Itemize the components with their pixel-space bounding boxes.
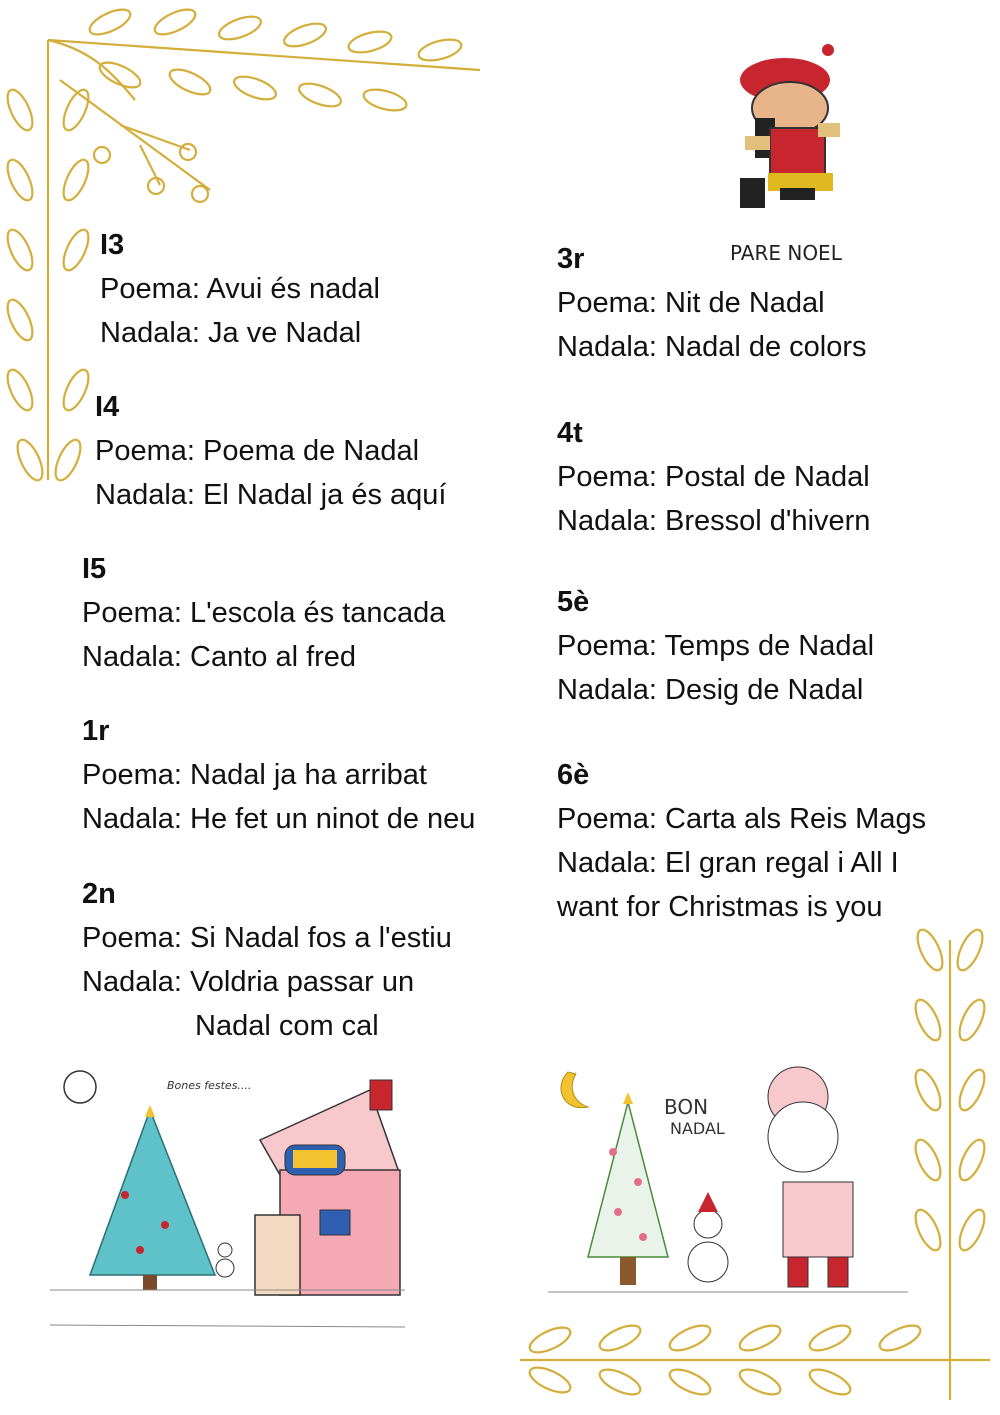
poema-line: Poema: Avui és nadal <box>100 273 380 305</box>
poema-line: Poema: Si Nadal fos a l'estiu <box>82 922 452 954</box>
grade-label: 5è <box>557 586 590 618</box>
santa-caption: PARE NOEL <box>730 241 842 265</box>
nadala-line: Nadala: Ja ve Nadal <box>100 317 362 349</box>
entry-3r <box>557 237 867 369</box>
grade-label: 6è <box>557 759 590 791</box>
entry-2n <box>82 872 452 1048</box>
poema-line: Poema: Carta als Reis Mags <box>557 803 927 835</box>
bon-nadal-santa-drawing <box>548 1062 908 1307</box>
grade-label: I3 <box>100 229 125 261</box>
bon-caption: BON <box>664 1095 709 1119</box>
grade-label: I5 <box>82 553 107 585</box>
nadala-line-continued: want for Christmas is you <box>557 891 883 923</box>
nadala-line: Nadala: Canto al fred <box>82 641 357 673</box>
poema-line: Poema: Poema de Nadal <box>95 435 420 467</box>
nadala-line: Nadala: Bressol d'hivern <box>557 505 871 537</box>
poema-line: Poema: Temps de Nadal <box>557 630 875 662</box>
nadala-line: Nadala: El gran regal i All I <box>557 847 899 879</box>
entry-6e <box>557 753 926 929</box>
christmas-house-drawing <box>45 1065 410 1335</box>
entry-1r <box>82 709 475 841</box>
poema-line: Poema: Nadal ja ha arribat <box>82 759 427 791</box>
poema-line: Poema: L'escola és tancada <box>82 597 446 629</box>
house-caption: Bones festes.... <box>167 1079 252 1092</box>
grade-label: I4 <box>95 391 120 423</box>
entry-5e <box>557 580 874 712</box>
grade-label: 4t <box>557 417 583 449</box>
nadala-line: Nadala: Nadal de colors <box>557 331 867 363</box>
entry-i4 <box>95 385 446 517</box>
entry-i3 <box>100 223 380 355</box>
grade-label: 1r <box>82 715 110 747</box>
nadala-line: Nadala: Voldria passar un <box>82 966 415 998</box>
entry-i5 <box>82 547 445 679</box>
nadal-caption: NADAL <box>670 1119 725 1138</box>
nadala-line: Nadala: Desig de Nadal <box>557 674 864 706</box>
grade-label: 3r <box>557 243 585 275</box>
grade-label: 2n <box>82 878 116 910</box>
nadala-line: Nadala: El Nadal ja és aquí <box>95 479 447 511</box>
poema-line: Poema: Nit de Nadal <box>557 287 825 319</box>
nadala-line: Nadala: He fet un ninot de neu <box>82 803 476 835</box>
poema-line: Poema: Postal de Nadal <box>557 461 870 493</box>
nadala-line-continued: Nadal com cal <box>195 1010 379 1042</box>
entry-4t <box>557 411 870 543</box>
